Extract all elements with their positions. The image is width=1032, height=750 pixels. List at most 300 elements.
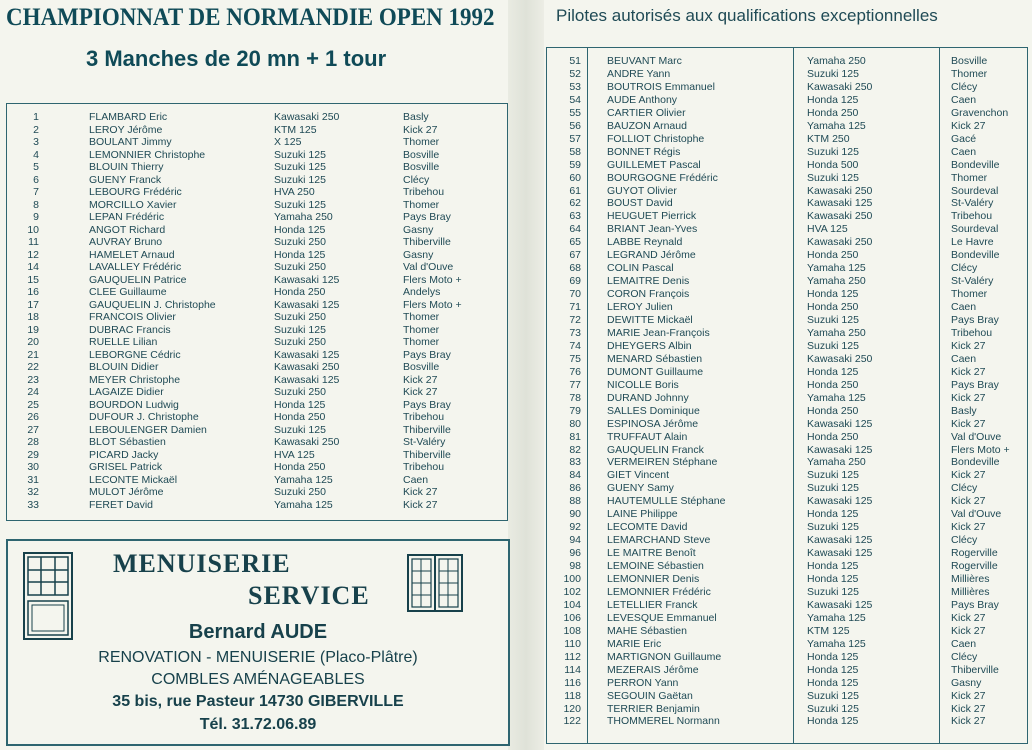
rider-bike: Yamaha 125: [274, 473, 333, 486]
rider-number: 72: [569, 314, 581, 326]
rider-number: 75: [569, 352, 581, 365]
rider-bike: Suzuki 125: [807, 314, 859, 326]
rider-bike: Yamaha 125: [807, 611, 866, 624]
rider-number: 116: [564, 676, 581, 689]
rider-number: 11: [28, 236, 39, 248]
rider-club: Kick 27: [951, 611, 986, 624]
rider-bike: Kawasaki 250: [807, 184, 873, 197]
rider-number: 3: [33, 136, 39, 148]
rider-club: Andelys: [403, 286, 441, 298]
rider-club: Bondeville: [951, 158, 1000, 171]
rider-club: Caen: [951, 352, 977, 365]
rider-club: St-Valéry: [951, 275, 994, 288]
rider-number: 77: [569, 378, 581, 391]
rider-name: SALLES Dominique: [607, 404, 700, 417]
rider-bike: Suzuki 125: [807, 145, 859, 158]
ad-phone: Tél. 31.72.06.89: [199, 716, 317, 733]
rider-name: GUENY Samy: [607, 482, 674, 495]
rider-number: 62: [569, 197, 581, 210]
rider-name: FRANCOIS Olivier: [89, 311, 176, 323]
rider-club: Bosville: [403, 361, 440, 373]
rider-name: GRISEL Patrick: [89, 461, 163, 473]
rider-club: Kick 27: [951, 521, 986, 534]
rider-bike: Honda 500: [807, 158, 859, 171]
rider-club: Thomer: [403, 323, 440, 336]
rider-bike: Yamaha 250: [807, 275, 866, 288]
rider-name: GAUQUELIN Franck: [607, 443, 704, 456]
rider-number: 64: [569, 223, 581, 236]
rider-club: Thiberville: [951, 663, 999, 676]
rider-row: [547, 612, 1027, 625]
rider-row: [7, 149, 507, 162]
rider-club: Thiberville: [403, 236, 451, 248]
rider-row: [547, 120, 1027, 133]
rider-row: [547, 107, 1027, 120]
rider-name: BRIANT Jean-Yves: [607, 223, 698, 236]
rider-number: 32: [27, 486, 39, 498]
rider-number: 68: [569, 262, 581, 275]
rider-number: 31: [27, 473, 39, 486]
rider-club: Gasny: [403, 248, 434, 261]
rider-bike: Kawasaki 125: [274, 273, 340, 286]
rider-bike: Honda 125: [807, 715, 859, 728]
rider-club: Sourdeval: [951, 184, 999, 197]
rider-bike: Yamaha 125: [807, 391, 866, 404]
rider-bike: KTM 125: [274, 123, 317, 136]
rider-bike: Honda 250: [807, 249, 859, 262]
rider-number: 108: [563, 624, 581, 637]
rider-bike: Kawasaki 250: [274, 111, 340, 123]
rider-number: 114: [564, 663, 581, 676]
rider-name: MARIE Jean-François: [607, 326, 710, 339]
rider-club: Kick 27: [951, 495, 986, 508]
rider-number: 16: [27, 286, 39, 298]
rider-row: [547, 508, 1027, 521]
rider-row: [547, 495, 1027, 508]
rider-row: [7, 274, 507, 287]
rider-number: 78: [569, 391, 581, 404]
rider-name: AUDE Anthony: [607, 93, 678, 106]
rider-row: [7, 486, 507, 499]
rider-name: NICOLLE Boris: [607, 378, 679, 391]
rider-row: [547, 353, 1027, 366]
rider-club: Kick 27: [403, 486, 438, 498]
rider-bike: Kawasaki 250: [807, 210, 873, 223]
rider-bike: Suzuki 125: [807, 469, 859, 482]
rider-club: Caen: [951, 93, 977, 106]
rider-row: [547, 185, 1027, 198]
rider-row: [7, 336, 507, 349]
rider-row: [7, 236, 507, 249]
rider-row: [547, 146, 1027, 159]
rider-row: [7, 286, 507, 299]
rider-name: FOLLIOT Christophe: [607, 132, 705, 145]
rider-name: GAUQUELIN J. Christophe: [89, 298, 216, 311]
rider-club: Pays Bray: [951, 598, 999, 611]
rider-row: [547, 677, 1027, 690]
rider-name: GUENY Franck: [89, 173, 162, 186]
rider-club: St-Valéry: [403, 436, 446, 448]
rider-name: TERRIER Benjamin: [607, 702, 700, 715]
rider-name: GAUQUELIN Patrice: [89, 273, 187, 286]
rider-row: [7, 211, 507, 224]
rider-number: 59: [569, 158, 581, 171]
rider-number: 106: [563, 611, 581, 624]
ad-company-line1: MENUISERIE: [113, 549, 291, 578]
rider-row: [547, 715, 1027, 728]
rider-number: 9: [33, 211, 39, 223]
rider-number: 58: [569, 145, 581, 158]
rider-bike: Suzuki 125: [274, 173, 326, 186]
rider-row: [7, 424, 507, 437]
rider-name: GUYOT Olivier: [607, 184, 677, 197]
ad-activity-2: COMBLES AMÉNAGEABLES: [151, 671, 365, 688]
rider-number: 57: [569, 132, 581, 145]
rider-row: [7, 386, 507, 399]
rider-row: [7, 186, 507, 199]
rider-bike: Honda 125: [807, 573, 859, 585]
rider-number: 94: [569, 534, 581, 547]
rider-name: LETELLIER Franck: [607, 598, 698, 611]
rider-bike: Kawasaki 125: [807, 495, 873, 508]
rider-bike: Yamaha 125: [807, 119, 866, 132]
rider-bike: Honda 125: [274, 398, 326, 411]
rider-row: [547, 431, 1027, 444]
rider-row: [7, 299, 507, 312]
rider-number: 69: [569, 275, 581, 288]
rider-bike: Kawasaki 125: [807, 443, 873, 456]
rider-club: Kick 27: [951, 365, 986, 378]
rider-club: Bondeville: [951, 456, 1000, 469]
rider-club: Caen: [951, 637, 977, 650]
rider-row: [7, 199, 507, 212]
rider-row: [547, 599, 1027, 612]
rider-row: [7, 111, 507, 124]
rider-bike: HVA 125: [274, 448, 315, 461]
rider-club: Thomer: [951, 67, 988, 80]
rider-name: DURAND Johnny: [607, 391, 689, 404]
rider-club: Le Havre: [951, 236, 994, 249]
rider-club: Clécy: [951, 482, 978, 495]
rider-row: [547, 456, 1027, 469]
rider-row: [547, 586, 1027, 599]
rider-row: [547, 262, 1027, 275]
rider-club: Gravenchon: [951, 106, 1009, 119]
rider-number: 55: [569, 106, 581, 119]
rider-number: 118: [564, 689, 581, 702]
rider-name: HAUTEMULLE Stéphane: [607, 495, 726, 508]
rider-name: DUBRAC Francis: [89, 323, 171, 336]
rider-club: Tribehou: [403, 461, 445, 473]
rider-number: 98: [569, 560, 581, 573]
rider-club: Caen: [951, 145, 977, 158]
rider-row: [547, 405, 1027, 418]
rider-number: 61: [569, 184, 581, 197]
rider-club: Kick 27: [403, 498, 438, 511]
rider-number: 7: [33, 186, 39, 198]
rider-bike: Suzuki 250: [274, 486, 326, 498]
rider-row: [547, 521, 1027, 534]
rider-bike: Suzuki 125: [807, 339, 859, 352]
rider-club: St-Valéry: [951, 197, 994, 210]
rider-row: [547, 664, 1027, 677]
rider-name: CARTIER Olivier: [607, 106, 686, 119]
rider-name: THOMMEREL Normann: [607, 715, 720, 728]
rider-number: 110: [564, 637, 581, 650]
rider-number: 26: [27, 411, 39, 423]
rider-club: Kick 27: [403, 373, 438, 386]
rider-club: Thiberville: [403, 423, 451, 436]
rider-number: 76: [569, 365, 581, 378]
rider-number: 20: [27, 336, 39, 348]
rider-name: BLOUIN Didier: [89, 361, 159, 373]
rider-name: LEBOULENGER Damien: [89, 423, 207, 436]
advertisement-box: [6, 539, 510, 746]
rider-bike: Kawasaki 250: [274, 361, 340, 373]
rider-name: MENARD Sébastien: [607, 352, 703, 365]
rider-bike: Suzuki 125: [274, 198, 326, 211]
rider-number: 18: [27, 311, 39, 323]
rider-club: Gasny: [403, 223, 434, 236]
rider-name: AUVRAY Bruno: [89, 236, 163, 248]
rider-club: Kick 27: [951, 391, 986, 404]
rider-number: 21: [27, 348, 39, 361]
rider-bike: Suzuki 250: [274, 311, 326, 323]
riders-table-left: [6, 103, 508, 521]
rider-bike: Suzuki 125: [274, 161, 326, 173]
rider-bike: Honda 250: [274, 286, 326, 298]
rider-club: Basly: [951, 404, 977, 417]
rider-name: TRUFFAUT Alain: [607, 430, 688, 443]
rider-bike: Suzuki 125: [807, 67, 859, 80]
page-title: CHAMPIONNAT DE NORMANDIE OPEN 1992: [6, 4, 495, 31]
rider-bike: Kawasaki 125: [807, 534, 873, 547]
rider-club: Kick 27: [403, 123, 438, 136]
rider-club: Kick 27: [951, 624, 986, 637]
rider-name: LEROY Jérôme: [89, 123, 163, 136]
rider-name: MARIE Eric: [607, 637, 662, 650]
rider-bike: Yamaha 125: [274, 498, 333, 511]
rider-name: SEGOUIN Gaëtan: [607, 689, 693, 702]
rider-bike: Yamaha 250: [807, 55, 866, 67]
race-format-subtitle: 3 Manches de 20 mn + 1 tour: [86, 46, 387, 71]
rider-number: 73: [569, 326, 581, 339]
rider-bike: Suzuki 125: [807, 702, 859, 715]
rider-name: LAGAIZE Didier: [89, 386, 164, 398]
rider-number: 84: [569, 469, 581, 482]
rider-number: 88: [569, 495, 581, 508]
rider-row: [7, 399, 507, 412]
rider-club: Bosville: [951, 55, 988, 67]
rider-name: MEZERAIS Jérôme: [607, 663, 699, 676]
rider-number: 82: [569, 443, 581, 456]
rider-name: CLEE Guillaume: [89, 286, 167, 298]
ad-owner: Bernard AUDE: [188, 621, 328, 643]
rider-bike: Honda 250: [807, 106, 859, 119]
rider-name: DEWITTE Mickaël: [607, 314, 693, 326]
rider-bike: Suzuki 125: [807, 482, 859, 495]
rider-name: GIET Vincent: [607, 469, 670, 482]
rider-number: 70: [569, 288, 581, 301]
rider-row: [7, 324, 507, 337]
rider-bike: Yamaha 125: [807, 262, 866, 275]
rider-row: [547, 236, 1027, 249]
rider-bike: Honda 125: [274, 223, 326, 236]
rider-name: PICARD Jacky: [89, 448, 159, 461]
rider-club: Rogerville: [951, 560, 998, 573]
rider-bike: Yamaha 125: [807, 637, 866, 650]
rider-name: VERMEIREN Stéphane: [607, 456, 718, 469]
rider-bike: Honda 125: [274, 248, 326, 261]
rider-row: [547, 392, 1027, 405]
rider-club: Kick 27: [951, 469, 986, 482]
rider-row: [547, 301, 1027, 314]
rider-name: MAHE Sébastien: [607, 624, 687, 637]
rider-row: [547, 534, 1027, 547]
rider-club: Flers Moto +: [403, 298, 462, 311]
rider-row: [7, 311, 507, 324]
rider-name: MORCILLO Xavier: [89, 198, 177, 211]
rider-name: DUMONT Guillaume: [607, 365, 704, 378]
rider-bike: Suzuki 125: [807, 171, 859, 184]
rider-row: [547, 159, 1027, 172]
rider-row: [7, 474, 507, 487]
rider-club: Tribehou: [403, 186, 445, 198]
rider-bike: Kawasaki 125: [807, 598, 873, 611]
rider-name: MEYER Christophe: [89, 373, 181, 386]
rider-number: 19: [27, 323, 39, 336]
rider-club: Clécy: [951, 262, 978, 275]
rider-name: LEMAITRE Denis: [607, 275, 690, 288]
rider-row: [547, 94, 1027, 107]
rider-row: [7, 436, 507, 449]
rider-number: 10: [27, 223, 39, 236]
rider-row: [547, 249, 1027, 262]
rider-bike: KTM 125: [807, 624, 850, 637]
rider-row: [7, 261, 507, 274]
rider-number: 29: [27, 448, 39, 461]
rider-number: 90: [569, 508, 581, 521]
rider-name: BOURDON Ludwig: [89, 398, 179, 411]
rider-row: [547, 560, 1027, 573]
rider-row: [547, 55, 1027, 68]
rider-name: ESPINOSA Jérôme: [607, 417, 699, 430]
ad-company-line2: SERVICE: [248, 581, 370, 610]
rider-club: Kick 27: [951, 119, 986, 132]
rider-club: Bosville: [403, 148, 440, 161]
rider-club: Caen: [403, 473, 429, 486]
rider-club: Flers Moto +: [951, 443, 1010, 456]
rider-name: ANGOT Richard: [89, 223, 166, 236]
rider-club: Gacé: [951, 132, 977, 145]
rider-name: ANDRE Yann: [607, 67, 671, 80]
rider-row: [547, 81, 1027, 94]
rider-club: Tribehou: [951, 210, 993, 223]
rider-number: 25: [27, 398, 39, 411]
rider-bike: Kawasaki 250: [807, 80, 873, 93]
rider-bike: Honda 125: [807, 508, 859, 521]
rider-bike: KTM 250: [807, 132, 850, 145]
rider-club: Tribehou: [951, 326, 993, 339]
rider-number: 5: [33, 161, 39, 173]
rider-bike: Suzuki 125: [807, 585, 859, 598]
rider-number: 6: [33, 173, 39, 186]
rider-number: 8: [33, 198, 39, 211]
rider-bike: Honda 125: [807, 650, 859, 663]
rider-row: [547, 340, 1027, 353]
rider-club: Flers Moto +: [403, 273, 462, 286]
rider-name: LEMOINE Sébastien: [607, 560, 704, 573]
rider-row: [547, 197, 1027, 210]
rider-name: BLOT Sébastien: [89, 436, 166, 448]
rider-row: [547, 703, 1027, 716]
rider-number: 52: [569, 67, 581, 80]
rider-row: [547, 327, 1027, 340]
rider-bike: Suzuki 250: [274, 261, 326, 273]
rider-number: 56: [569, 119, 581, 132]
rider-row: [547, 288, 1027, 301]
rider-club: Thomer: [403, 336, 440, 348]
rider-row: [7, 136, 507, 149]
rider-club: Pays Bray: [403, 398, 451, 411]
rider-row: [547, 482, 1027, 495]
rider-number: 96: [569, 547, 581, 560]
rider-club: Val d'Ouve: [951, 508, 1002, 521]
rider-club: Thomer: [403, 198, 440, 211]
rider-club: Clécy: [951, 534, 978, 547]
rider-club: Millières: [951, 585, 990, 598]
rider-club: Basly: [403, 111, 429, 123]
rider-name: LEPAN Frédéric: [89, 211, 165, 223]
rider-bike: Honda 125: [807, 93, 859, 106]
rider-name: LEMARCHAND Steve: [607, 534, 711, 547]
rider-name: LE MAITRE Benoît: [607, 547, 696, 560]
rider-club: Pays Bray: [951, 378, 999, 391]
rider-name: HEUGUET Pierrick: [607, 210, 697, 223]
rider-number: 51: [569, 55, 581, 67]
rider-club: Rogerville: [951, 547, 998, 560]
rider-bike: Kawasaki 125: [274, 348, 340, 361]
rider-name: LECONTE Mickaël: [89, 473, 178, 486]
rider-number: 4: [33, 148, 39, 161]
rider-bike: Honda 125: [807, 560, 859, 573]
ad-activity: RENOVATION - MENUISERIE (Placo-Plâtre): [98, 649, 418, 666]
rider-club: Kick 27: [951, 715, 986, 728]
rider-name: BEUVANT Marc: [607, 55, 682, 67]
rider-name: MARTIGNON Guillaume: [607, 650, 722, 663]
rider-number: 30: [27, 461, 39, 473]
rider-number: 15: [27, 273, 39, 286]
rider-club: Thomer: [951, 288, 988, 301]
rider-name: LEBOURG Frédéric: [89, 186, 182, 198]
rider-club: Pays Bray: [951, 314, 999, 326]
rider-bike: Suzuki 125: [807, 521, 859, 534]
rider-club: Thomer: [403, 311, 440, 323]
rider-bike: Suzuki 125: [274, 423, 326, 436]
rider-bike: Yamaha 250: [274, 211, 333, 223]
rider-club: Clécy: [951, 80, 978, 93]
rider-club: Thomer: [403, 136, 440, 148]
rider-club: Caen: [951, 301, 977, 314]
rider-row: [547, 638, 1027, 651]
rider-club: Tribehou: [403, 411, 445, 423]
rider-row: [7, 124, 507, 137]
rider-name: BONNET Régis: [607, 145, 681, 158]
rider-name: FLAMBARD Eric: [89, 111, 168, 123]
rider-row: [547, 210, 1027, 223]
rider-number: 23: [27, 373, 39, 386]
rider-number: 12: [27, 248, 39, 261]
